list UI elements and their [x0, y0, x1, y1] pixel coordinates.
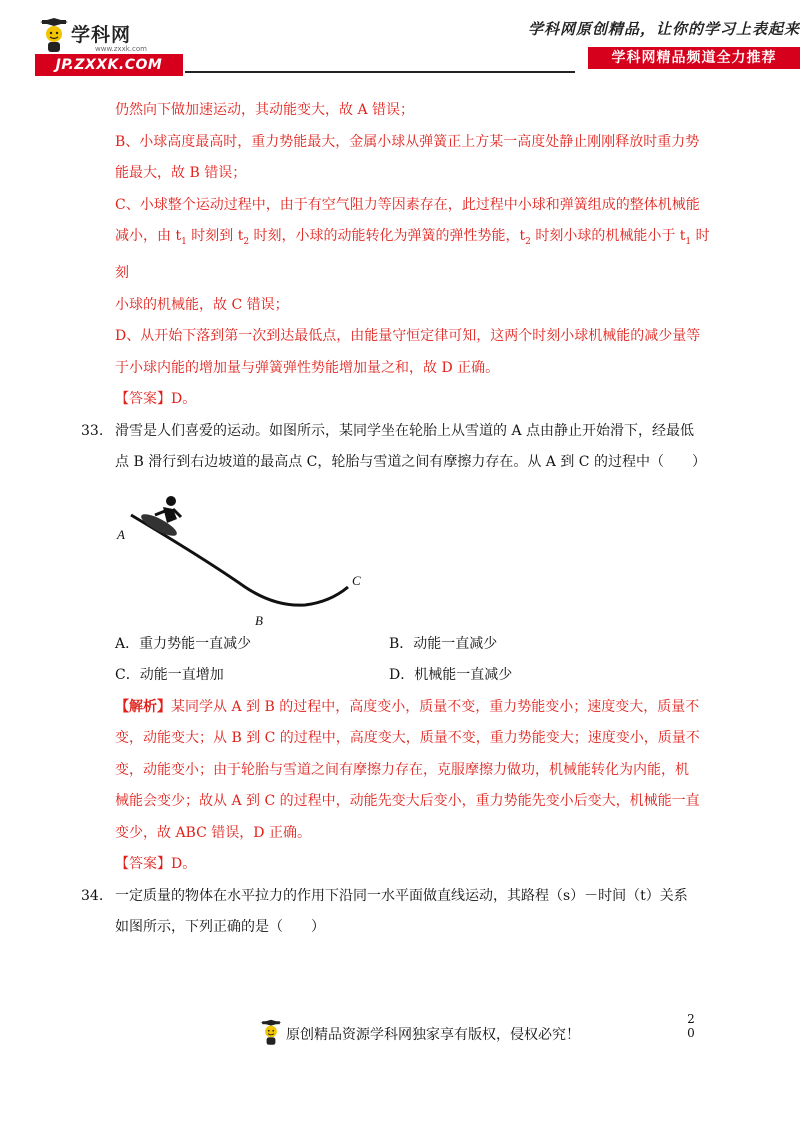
question-33-line-2: 点 B 滑行到右边坡道的最高点 C，轮胎与雪道之间有摩擦力存在。从 A 到 C 的过程中（ ） — [115, 454, 706, 471]
logo-banner: JP.ZXXK.COM — [35, 54, 183, 76]
solution-33-line-2: 变，动能变大；从 B 到 C 的过程中，高度变大，质量不变，重力势能变大；速度变小，质量不 — [115, 730, 700, 747]
mascot-icon — [260, 1018, 282, 1048]
page-footer — [0, 1010, 800, 1070]
mascot-icon — [39, 18, 69, 54]
page-header — [0, 0, 800, 80]
solution-continuation: 仍然向下做加速运动，其动能变大，故 A 错误； — [115, 102, 415, 118]
label-a: A — [117, 526, 125, 542]
label-b: B — [255, 612, 263, 628]
label-c: C — [352, 572, 361, 588]
question-34-line-1: 34. 一定质量的物体在水平拉力的作用下沿同一水平面做直线运动，其路程（s）－时间（t）关系 — [115, 881, 715, 913]
document-body — [81, 95, 715, 944]
answer-33: 【答案】D。 — [115, 856, 197, 873]
solution-33-line-3: 变，动能变小；由于轮胎与雪道之间有摩擦力存在，克服摩擦力做功，机械能转化为内能，机 — [115, 761, 689, 778]
header-slogan: 学科网原创精品，让你的学习上表起来 — [527, 20, 800, 38]
solution-d-line-2: 于小球内能的增加量与弹簧弹性势能增加量之和，故 D 正确。 — [115, 359, 500, 376]
answer-options — [115, 629, 715, 692]
page-number: 2 0 — [687, 1012, 695, 1040]
solution-33-line-4: 械能会变少；故从 A 到 C 的过程中，动能先变大后变小，重力势能先变小后变大，机械能一直 — [115, 793, 700, 810]
solution-c-line-3: 小球的机械能，故 C 错误； — [115, 296, 289, 313]
previous-answer: 【答案】D。 — [115, 391, 197, 408]
question-33-number: 33. — [81, 422, 104, 439]
logo-url: www.zxxk.com — [95, 45, 147, 53]
solution-d-line-1: D、从开始下落到第一次到达最低点，由能量守恒定律可知，这两个时刻小球机械能的减少量等 — [115, 328, 701, 345]
ski-slope-diagram — [115, 479, 715, 629]
solution-33-line-1: 【解析】某同学从 A 到 B 的过程中，高度变小，质量不变，重力势能变小；速度变大，质量不 — [115, 698, 700, 715]
solution-c-line-2: 减小，由 $t_1$ 时刻到 $t_2$ 时刻，小球的动能转化为弹簧的弹性势能，$t_2$ 时刻小球的机械能小于 $t_1$ 时刻 — [115, 228, 710, 282]
copyright-notice: 原创精品资源学科网独家享有版权，侵权必究！ — [286, 1027, 580, 1043]
option-c[interactable]: C．动能一直增加 — [115, 667, 224, 684]
logo-text: 学科网 — [71, 24, 132, 46]
question-34-number: 34. — [81, 887, 104, 904]
solution-b-line-1: B、小球高度最高时，重力势能最大，金属小球从弹簧正上方某一高度处静止刚刚释放时重力势 — [115, 133, 700, 150]
solution-c-line-1: C、小球整个运动过程中，由于有空气阻力等因素存在，此过程中小球和弹簧组成的整体机械能 — [115, 196, 700, 213]
solution-b-line-2: 能最大，故 B 错误； — [115, 165, 247, 181]
option-d[interactable]: D．机械能一直减少 — [389, 667, 513, 684]
solution-tag: 【解析】 — [115, 698, 171, 715]
zxxk-logo[interactable] — [35, 14, 185, 74]
solution-33-line-5: 变少，故 ABC 错误，D 正确。 — [115, 824, 311, 841]
option-b[interactable]: B．动能一直减少 — [389, 635, 498, 652]
ski-slope-figure — [115, 479, 715, 629]
question-34-line-2: 如图所示，下列正确的是（ ） — [115, 919, 325, 936]
option-a[interactable]: A．重力势能一直减少 — [115, 635, 252, 652]
header-banner: 学科网精品频道全力推荐 — [588, 47, 800, 69]
header-divider — [185, 71, 575, 73]
question-33-line-1: 33. 滑雪是人们喜爱的运动。如图所示，某同学坐在轮胎上从雪道的 A 点由静止开始滑下，经最低 — [115, 416, 715, 448]
